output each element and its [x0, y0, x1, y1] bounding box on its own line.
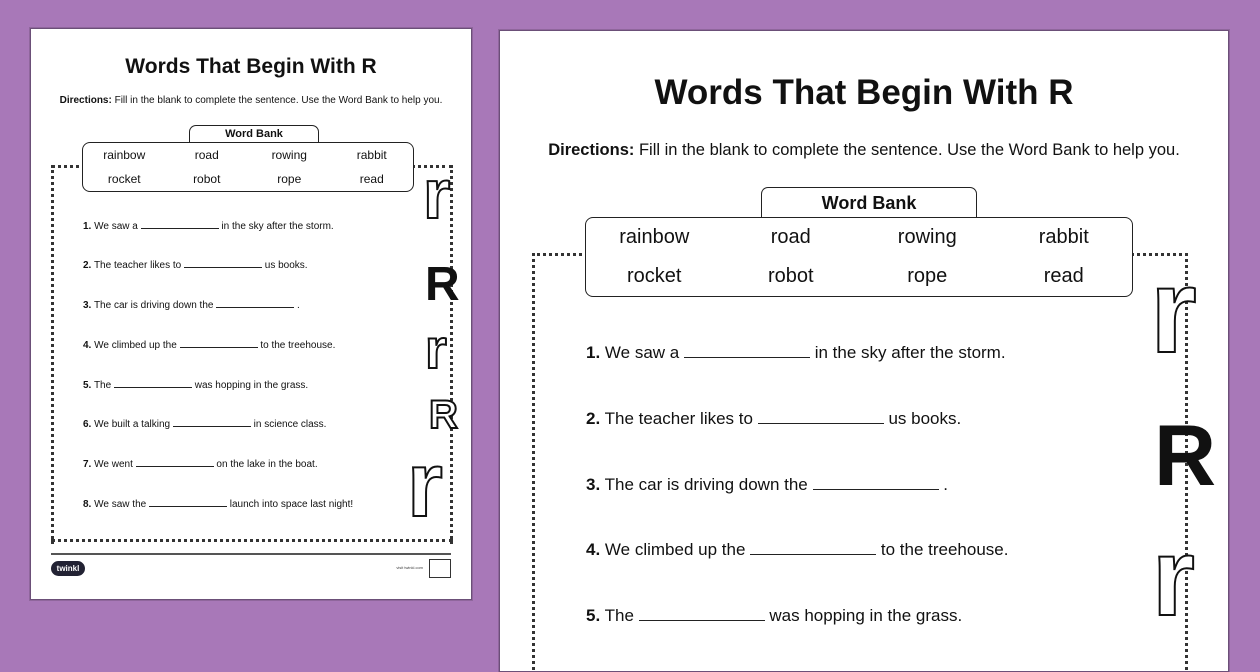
answer-blank[interactable] — [758, 407, 884, 424]
word-bank-word: rainbow — [619, 226, 690, 248]
answer-blank[interactable] — [114, 377, 192, 388]
dotted-border-bottom — [51, 539, 453, 542]
word-bank-word: rainbow — [103, 148, 146, 162]
directions-label: Directions: — [548, 141, 635, 159]
sentence-8: 8. We saw the launch into space last night! — [83, 496, 353, 510]
word-bank-word: rowing — [897, 226, 957, 248]
sentence-3: 3. The car is driving down the . — [586, 475, 948, 494]
sentence-5: 5. The was hopping in the grass. — [586, 606, 963, 625]
decorative-r-solid: R — [425, 258, 460, 311]
word-bank-word: robot — [193, 172, 221, 186]
sentence-7: 7. We went on the lake in the boat. — [83, 456, 318, 470]
sentence-4: 4. We climbed up the to the treehouse. — [83, 337, 335, 351]
directions — [31, 95, 471, 106]
word-bank-word: rowing — [271, 148, 307, 162]
decorative-r-outline: r — [1150, 244, 1197, 378]
word-bank-word: rocket — [627, 265, 682, 287]
word-bank-title: Word Bank — [189, 125, 319, 143]
word-bank-word: rope — [907, 265, 948, 287]
decorative-r-solid: R — [1154, 408, 1217, 504]
word-bank-title: Word Bank — [761, 187, 977, 218]
word-bank-word: road — [770, 226, 811, 248]
decorative-r-outline: r — [425, 317, 447, 380]
sentence-2: 2. The teacher likes to us books. — [83, 257, 308, 271]
answer-blank[interactable] — [141, 218, 219, 229]
sentence-2: 2. The teacher likes to us books. — [586, 409, 962, 428]
answer-blank[interactable] — [136, 456, 214, 467]
word-bank-word: road — [194, 148, 219, 162]
badge-icon — [429, 559, 451, 578]
word-bank-word: rope — [277, 172, 302, 186]
word-bank-word: read — [359, 172, 384, 186]
directions-text: Fill in the blank to complete the sentence. Use the Word Bank to help you. — [111, 95, 443, 106]
decorative-r-outline: r — [407, 434, 443, 536]
decorative-r-outline: r — [423, 155, 451, 233]
word-bank — [585, 217, 1133, 297]
decorative-r-outline: r — [1152, 516, 1195, 639]
answer-blank[interactable] — [750, 538, 876, 555]
answer-blank[interactable] — [639, 604, 765, 621]
answer-blank[interactable] — [684, 341, 810, 358]
sentence-6: 6. We built a talking in science class. — [83, 416, 326, 430]
word-bank-word: read — [1043, 265, 1084, 287]
directions-text: Fill in the blank to complete the sentence. Use the Word Bank to help you. — [634, 141, 1180, 159]
sentence-4: 4. We climbed up the to the treehouse. — [586, 540, 1009, 559]
sentence-5: 5. The was hopping in the grass. — [83, 377, 308, 391]
footer — [51, 553, 451, 579]
sentence-1: 1. We saw a in the sky after the storm. — [586, 343, 1006, 362]
word-bank-word: rocket — [107, 172, 141, 186]
worksheet-title: Words That Begin With R — [125, 55, 377, 78]
word-bank-word: rabbit — [356, 148, 387, 162]
word-bank-word: rabbit — [1038, 226, 1089, 248]
answer-blank[interactable] — [813, 473, 939, 490]
answer-blank[interactable] — [173, 416, 251, 427]
worksheet-thumbnail — [30, 28, 472, 600]
directions-label: Directions: — [59, 95, 112, 106]
word-bank — [82, 142, 414, 192]
answer-blank[interactable] — [149, 496, 227, 507]
worksheet-title: Words That Begin With R — [654, 73, 1074, 112]
answer-blank[interactable] — [184, 257, 262, 268]
sentence-1: 1. We saw a in the sky after the storm. — [83, 218, 334, 232]
answer-blank[interactable] — [216, 297, 294, 308]
answer-blank[interactable] — [180, 337, 258, 348]
word-bank-word: robot — [767, 265, 814, 287]
directions — [500, 141, 1228, 160]
worksheet-zoomed — [499, 30, 1229, 672]
footer-site: visit twinkl.com — [396, 565, 423, 570]
twinkl-logo: twinkl — [51, 561, 85, 576]
sentence-3: 3. The car is driving down the . — [83, 297, 300, 311]
decorative-r-outline: R — [429, 393, 458, 437]
